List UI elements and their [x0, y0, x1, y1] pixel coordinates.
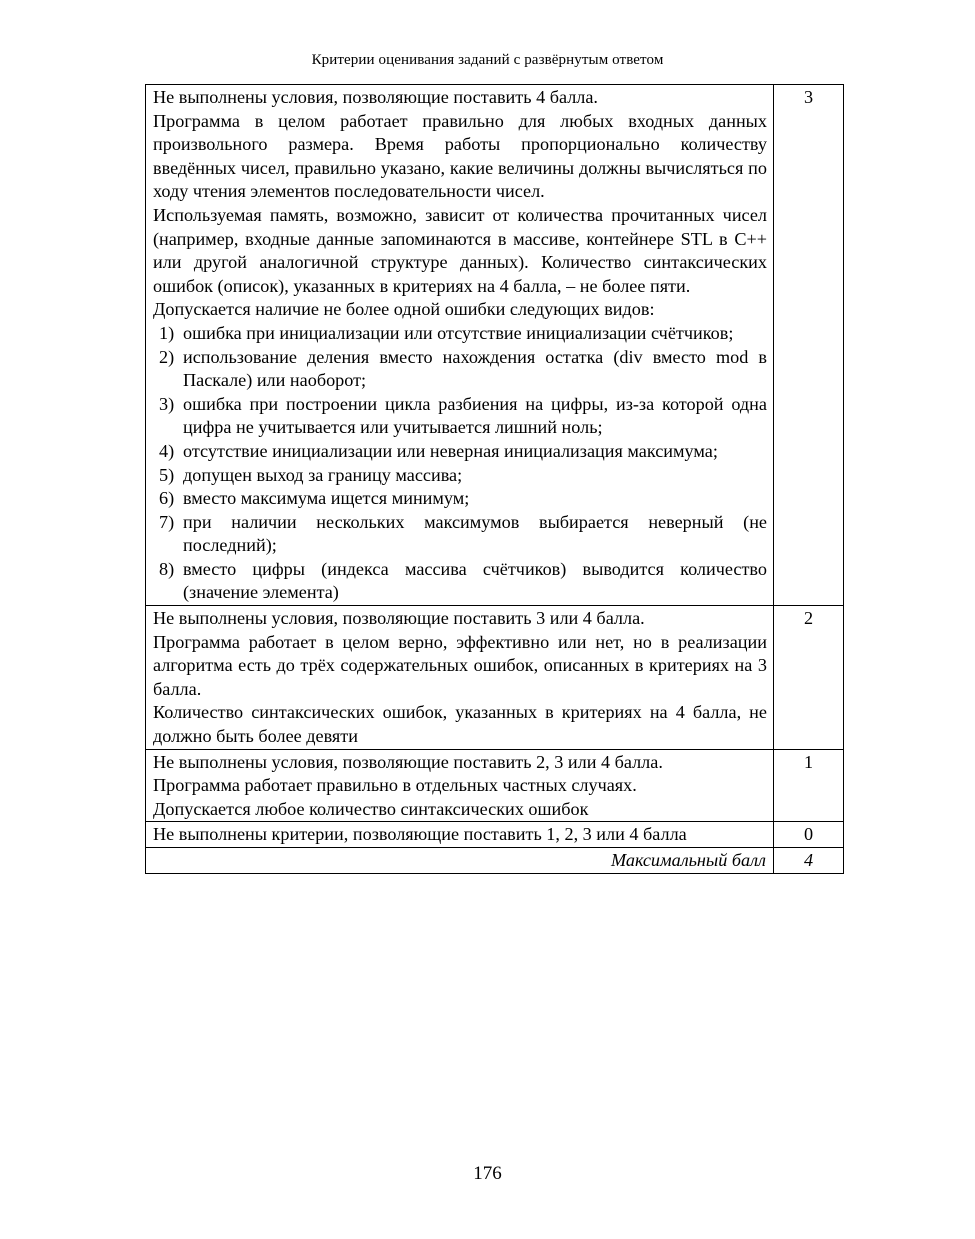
list-number: 5) [159, 464, 175, 485]
list-text: при наличии нескольких максимумов выбирается неверный (не последний); [183, 511, 767, 556]
criteria-paragraph: Программа в целом работает правильно для любых входных данных произвольного размера. Время работы пропорционально количеству введённых чисел, правильно указано, какие величины должны вычисляться по ходу чтения элементов последовательности чисел. [153, 110, 767, 202]
list-text: ошибка при построении цикла разбиения на цифры, из-за которой одна цифра не учитывается или учитывается лишний ноль; [183, 393, 767, 438]
list-number: 8) [159, 558, 175, 579]
criteria-paragraph: Не выполнены условия, позволяющие поставить 4 балла. [153, 87, 598, 107]
criteria-row-0-points [146, 822, 844, 848]
error-list-item [153, 393, 767, 440]
list-text: вместо цифры (индекса массива счётчиков) выводится количество (значение элемента) [183, 558, 767, 603]
error-list-item [153, 487, 767, 511]
list-number: 1) [159, 322, 175, 343]
max-score-label: Максимальный балл [146, 848, 774, 874]
list-text: ошибка при инициализации или отсутствие инициализации счётчиков; [183, 322, 734, 343]
criteria-row-3-points [146, 85, 844, 606]
page-header: Критерии оценивания заданий с развёрнутым ответом [311, 52, 664, 68]
list-number: 2) [159, 346, 175, 367]
error-list-item [153, 511, 767, 558]
score-cell: 0 [774, 822, 844, 848]
criteria-paragraph: Программа работает в целом верно, эффективно или нет, но в реализации алгоритма есть до трёх содержательных ошибок, описанных в критериях на 3 балла. [153, 631, 767, 699]
criteria-description [146, 822, 774, 848]
error-list-item [153, 440, 767, 464]
max-score-row [146, 848, 844, 874]
list-text: допущен выход за границу массива; [183, 464, 463, 485]
list-number: 7) [159, 511, 175, 532]
criteria-paragraph: Допускается любое количество синтаксических ошибок [153, 798, 589, 819]
criteria-paragraph: Количество синтаксических ошибок, указанных в критериях на 4 балла, не должно быть более девяти [153, 702, 767, 747]
criteria-description [146, 85, 774, 606]
criteria-paragraph: Программа работает правильно в отдельных частных случаях. [153, 775, 637, 796]
criteria-description [146, 606, 774, 750]
list-text: вместо максимума ищется минимум; [183, 488, 470, 509]
page-number: 176 [473, 1163, 502, 1184]
criteria-paragraph: Не выполнены условия, позволяющие поставить 2, 3 или 4 балла. [153, 751, 663, 772]
score-cell: 1 [774, 749, 844, 822]
criteria-description [146, 749, 774, 822]
score-cell: 3 [774, 85, 844, 606]
list-text: использование деления вместо нахождения остатка (div вместо mod в Паскале) или наоборот; [183, 346, 767, 391]
criteria-paragraph: Используемая память, возможно, зависит от количества прочитанных чисел (например, входные данные запоминаются в массиве, контейнере STL в C++ или другой аналогичной структуре данных). Количество синтаксических ошибок (описок), указанных в критериях на 4 балла, – не более пяти. [153, 204, 767, 296]
criteria-row-2-points [146, 606, 844, 750]
list-number: 3) [159, 393, 175, 414]
list-number: 6) [159, 488, 175, 509]
max-score-value: 4 [774, 848, 844, 874]
error-list-item [153, 464, 767, 488]
criteria-paragraph: Не выполнены критерии, позволяющие поставить 1, 2, 3 или 4 балла [153, 824, 687, 845]
error-list [153, 322, 767, 605]
error-list-item [153, 322, 767, 346]
error-list-item [153, 346, 767, 393]
list-number: 4) [159, 440, 175, 461]
list-text: отсутствие инициализации или неверная инициализация максимума; [183, 440, 718, 461]
criteria-paragraph: Не выполнены условия, позволяющие поставить 3 или 4 балла. [153, 608, 645, 629]
criteria-paragraph: Допускается наличие не более одной ошибки следующих видов: [153, 299, 655, 320]
error-list-item [153, 558, 767, 605]
criteria-table [145, 84, 844, 874]
criteria-row-1-point [146, 749, 844, 822]
score-cell: 2 [774, 606, 844, 750]
